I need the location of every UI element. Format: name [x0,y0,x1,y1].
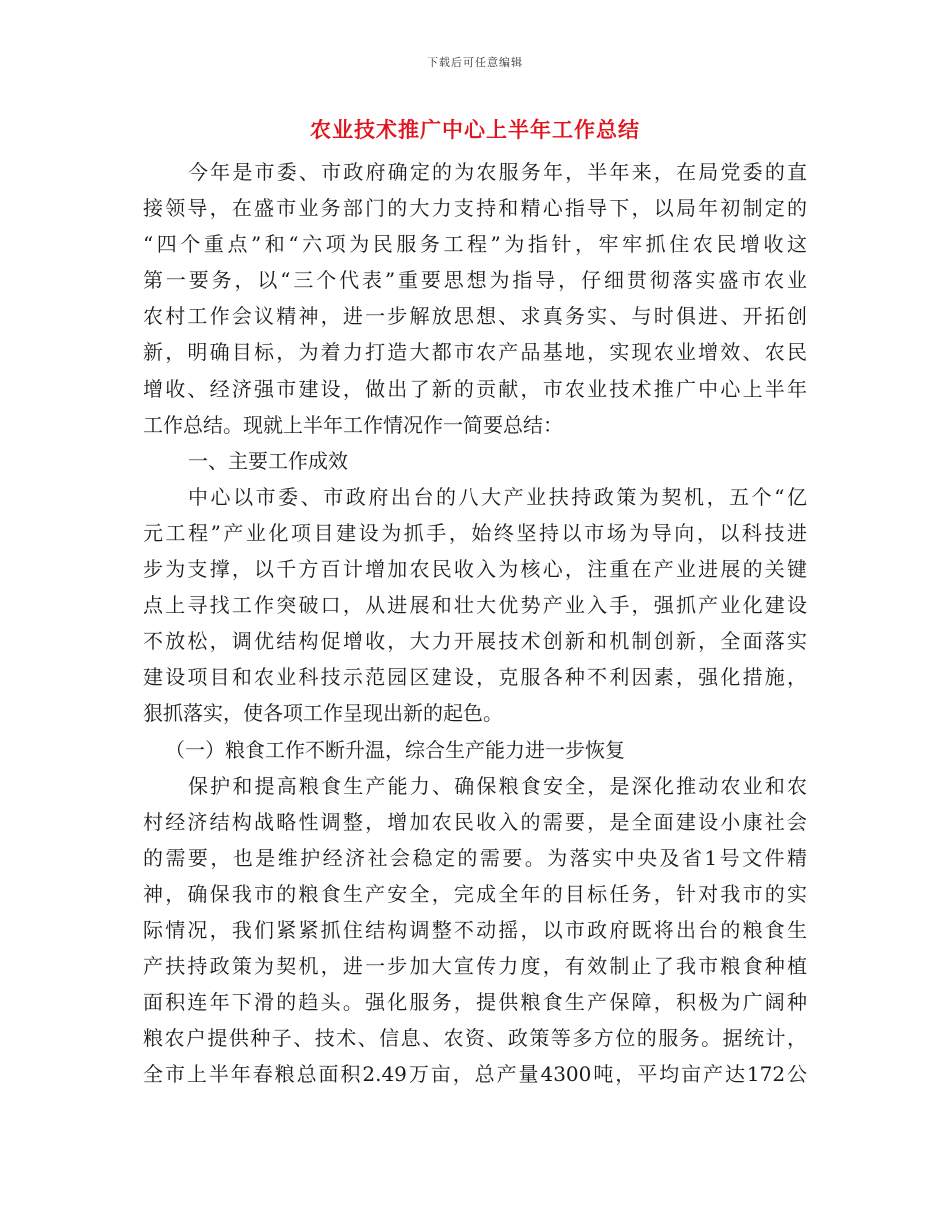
section-heading-line: 一、主要工作成效 [188,448,348,473]
body-text-line: 新，明确目标，为着力打造大都市农产品基地，实现农业增效、农民 [143,340,807,365]
body-text-line: 神，确保我市的粮食生产安全，完成全年的目标任务，针对我市的实 [143,881,807,906]
body-text-line: 村经济结构战略性调整，增加农民收入的需要，是全面建设小康社会 [143,809,807,834]
body-text-line: 第一要务，以“三个代表”重要思想为指导，仔细贯彻落实盛市农业 [143,268,807,293]
document-title: 农业技术推广中心上半年工作总结 [310,117,640,142]
document-body [143,154,807,1092]
body-text-line: 接领导，在盛市业务部门的大力支持和精心指导下，以局年初制定的 [143,196,807,221]
body-text-line: 元工程”产业化项目建设为抓手，始终坚持以市场为导向，以科技进 [143,520,807,545]
body-text-line: 全市上半年春粮总面积2.49万亩，总产量4300吨，平均亩产达172公 [143,1062,807,1087]
body-text-line: 点上寻找工作突破口，从进展和壮大优势产业入手，强抓产业化建设 [143,593,807,618]
body-text-line: 粮农户提供种子、技术、信息、农资、政策等多方位的服务。据统计， [143,1026,807,1051]
body-text-line: 保护和提高粮食生产能力、确保粮食安全，是深化推动农业和农 [188,773,807,798]
body-text-line: 产扶持政策为契机，进一步加大宣传力度，有效制止了我市粮食种植 [143,954,807,979]
body-text-line: 增收、经济强市建设，做出了新的贡献，市农业技术推广中心上半年 [143,376,807,401]
body-text-line: 际情况，我们紧紧抓住结构调整不动摇，以市政府既将出台的粮食生 [143,917,807,942]
body-text-line: “四个重点”和“六项为民服务工程”为指针，牢牢抓住农民增收这 [143,232,807,257]
section-heading-line: （一）粮食工作不断升温，综合生产能力进一步恢复 [165,737,625,762]
body-text-line: 面积连年下滑的趋头。强化服务，提供粮食生产保障，积极为广阔种 [143,990,807,1015]
body-text-line: 中心以市委、市政府出台的八大产业扶持政策为契机，五个“亿 [188,484,807,509]
body-text-line: 工作总结。现就上半年工作情况作一简要总结： [143,412,563,437]
page-header-note: 下载后可任意编辑 [427,56,523,69]
body-text-line: 不放松，调优结构促增收，大力开展技术创新和机制创新，全面落实 [143,629,807,654]
body-text-line: 的需要，也是维护经济社会稳定的需要。为落实中央及省1号文件精 [143,845,807,870]
body-text-line: 狠抓落实，使各项工作呈现出新的起色。 [143,701,503,726]
body-text-line: 步为支撑，以千方百计增加农民收入为核心，注重在产业进展的关键 [143,557,807,582]
body-text-line: 农村工作会议精神，进一步解放思想、求真务实、与时俱进、开拓创 [143,304,807,329]
body-text-line: 建设项目和农业科技示范园区建设，克服各种不利因素，强化措施， [143,665,807,690]
body-text-line: 今年是市委、市政府确定的为农服务年，半年来，在局党委的直 [188,160,807,184]
